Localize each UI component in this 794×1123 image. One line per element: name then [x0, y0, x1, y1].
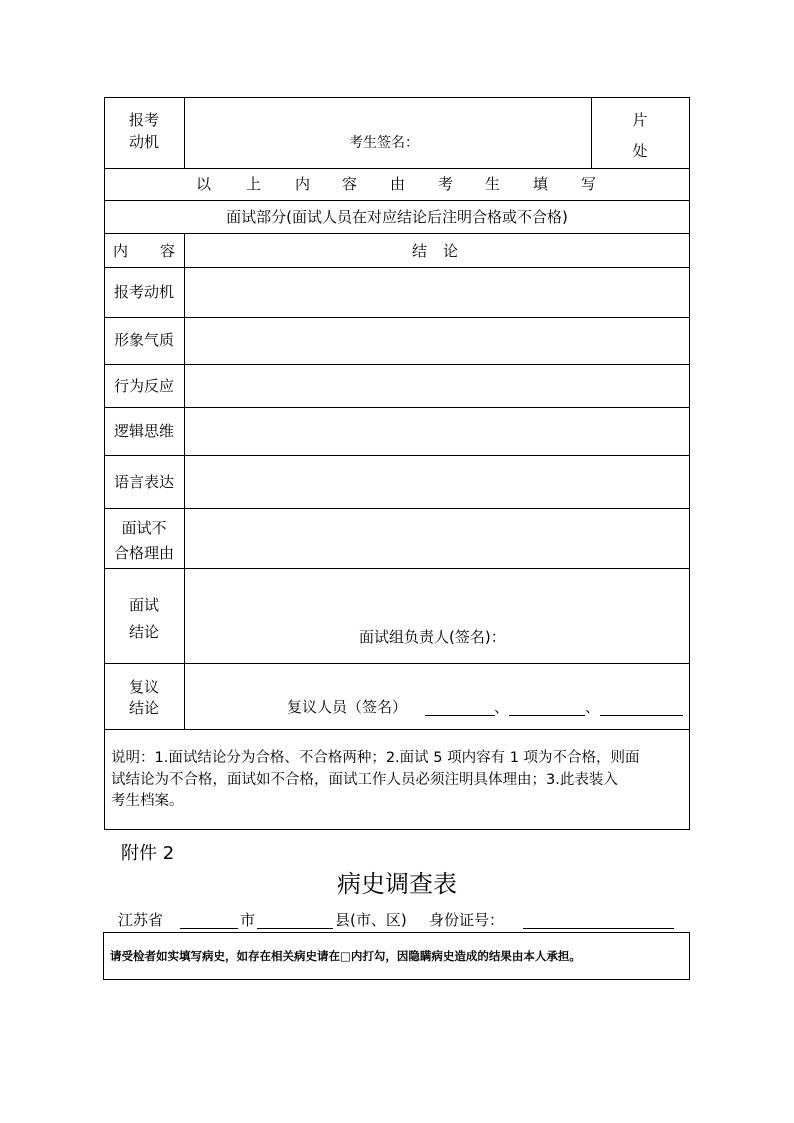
review-conclusion-line1: 复议 — [128, 678, 159, 696]
fill-char: 生 — [485, 175, 501, 193]
instruction-text: 请受检者如实填写病史，如存在相关病史请在□内打勾，因隐瞒病史造成的结果由本人承担。 — [110, 949, 581, 963]
motive-label-line2: 动机 — [128, 133, 159, 151]
fill-char: 上 — [246, 175, 262, 193]
conclusion-cell-behavior[interactable] — [185, 365, 689, 407]
fill-char: 以 — [196, 175, 212, 193]
review-separator: 、 — [494, 698, 510, 716]
row-label-language: 语言表达 — [113, 473, 174, 491]
interview-conclusion-line1: 面试 — [128, 596, 159, 614]
row-label-behavior: 行为反应 — [113, 377, 174, 395]
notes-line1: 说明：1.面试结论分为合格、不合格两种；2.面试 5 项内容有 1 项为不合格，则面 — [111, 750, 640, 766]
column-content-char1: 内 — [113, 242, 129, 260]
county-blank[interactable] — [257, 928, 333, 929]
review-signature-line-1[interactable] — [425, 715, 495, 716]
notes-line3: 考生档案。 — [111, 793, 184, 809]
review-conclusion-line2: 结论 — [128, 699, 159, 717]
row-label-image: 形象气质 — [113, 331, 174, 349]
photo-label-line2: 处 — [632, 142, 648, 160]
county-label: 县(市、区) — [335, 911, 407, 929]
fill-char: 考 — [438, 175, 454, 193]
review-separator: 、 — [585, 698, 601, 716]
conclusion-cell-motive[interactable] — [185, 268, 689, 317]
city-label: 市 — [240, 911, 256, 929]
fill-char: 容 — [342, 175, 358, 193]
motive-label-line1: 报考 — [128, 111, 159, 129]
conclusion-cell-logic[interactable] — [185, 408, 689, 455]
review-signature-line-2[interactable] — [509, 715, 585, 716]
column-content-char2: 容 — [160, 242, 176, 260]
notes-line2: 试结论为不合格，面试如不合格，面试工作人员必须注明具体理由；3.此表装入 — [111, 772, 618, 788]
fill-char: 填 — [533, 175, 549, 193]
row-label-motive: 报考动机 — [113, 283, 174, 301]
fill-char: 内 — [295, 175, 311, 193]
interview-conclusion-line2: 结论 — [128, 623, 159, 641]
interview-leader-signature: 面试组负责人(签名)： — [359, 628, 506, 646]
conclusion-cell-language[interactable] — [185, 456, 689, 508]
row-label-logic: 逻辑思维 — [113, 422, 174, 440]
column-conclusion-char2: 论 — [443, 242, 459, 260]
city-blank[interactable] — [180, 928, 238, 929]
conclusion-cell-image[interactable] — [185, 318, 689, 364]
id-number-label: 身份证号： — [429, 911, 505, 929]
column-conclusion-char1: 结 — [412, 242, 428, 260]
review-signature-line-3[interactable] — [600, 715, 683, 716]
photo-label-line1: 片 — [632, 111, 648, 129]
interview-section-header: 面试部分(面试人员在对应结论后注明合格或不合格) — [226, 208, 568, 226]
province-label: 江苏省 — [118, 911, 164, 929]
attachment-label: 附件 2 — [121, 843, 175, 864]
fill-char: 写 — [581, 175, 597, 193]
unqualified-reason-line1: 面试不 — [121, 519, 167, 537]
review-signature-label: 复议人员（签名） — [287, 698, 408, 716]
unqualified-reason-line2: 合格理由 — [113, 544, 174, 562]
candidate-signature-label: 考生签名： — [349, 135, 419, 151]
id-number-blank[interactable] — [523, 928, 674, 929]
unqualified-reason-cell[interactable] — [185, 509, 689, 568]
fill-char: 由 — [390, 175, 406, 193]
medical-history-title: 病史调查表 — [337, 870, 457, 898]
